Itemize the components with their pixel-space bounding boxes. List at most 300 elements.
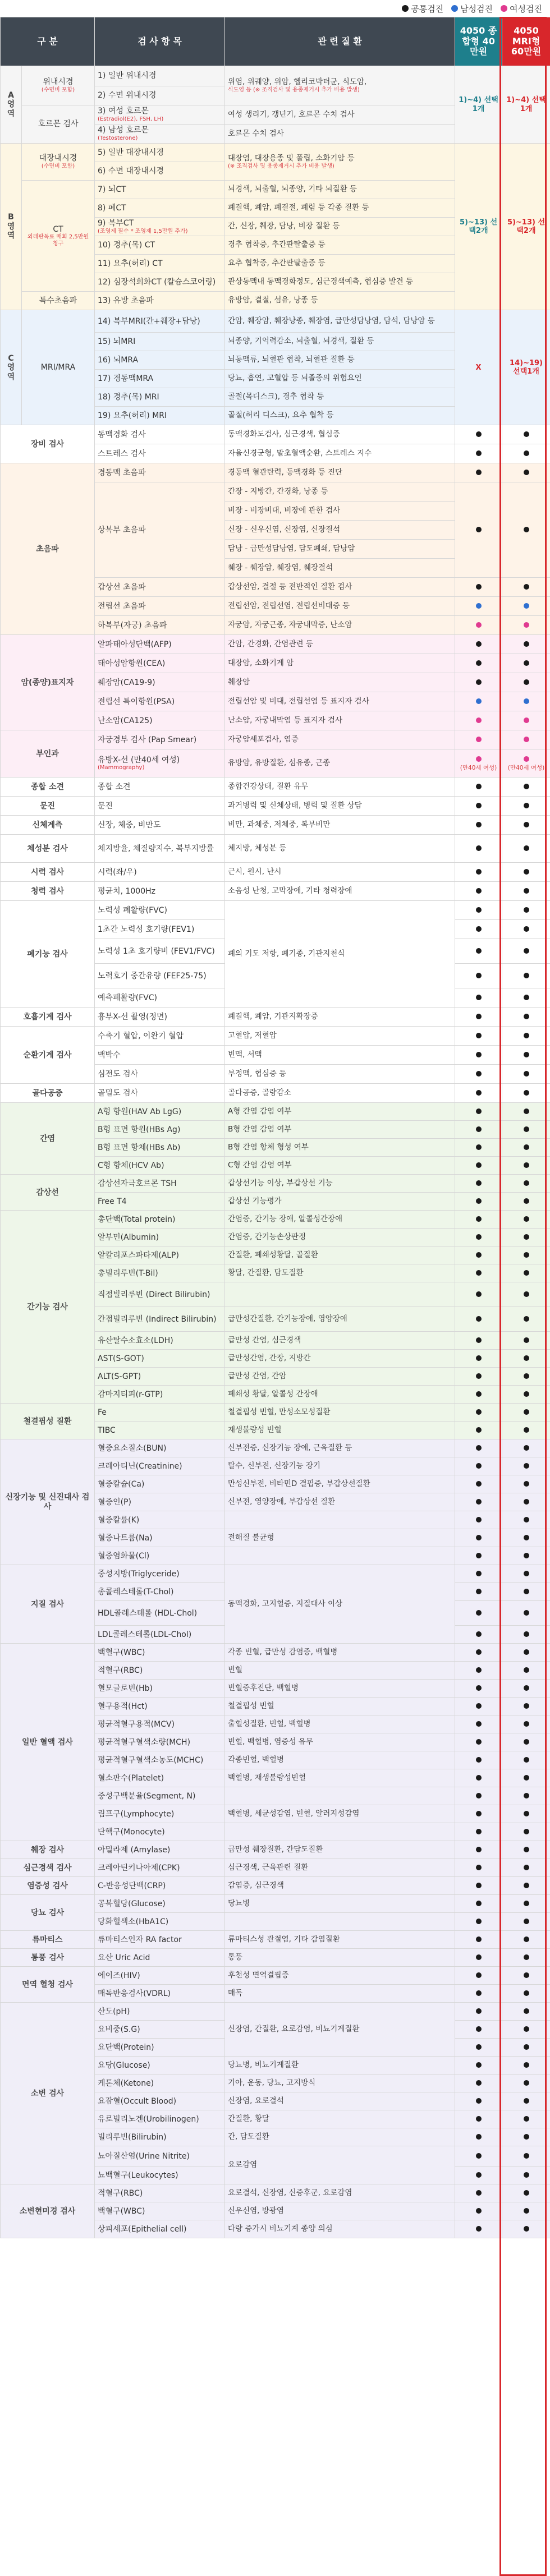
exam-item: [95, 1626, 225, 1644]
related-disease: [225, 125, 455, 144]
common-dot-icon: [524, 1126, 529, 1132]
exam-item: [95, 749, 225, 778]
related-disease-text: 빈혈, 백혈병, 염증성 유무: [228, 1737, 313, 1746]
plan-cell: [502, 1229, 550, 1246]
misc-category: 심근경색 검사: [1, 1859, 95, 1877]
plan-cell: [455, 964, 502, 988]
exam-item-label: 요산 Uric Acid: [98, 1953, 150, 1962]
common-dot-icon: [476, 1919, 482, 1924]
plan-cell: [455, 901, 502, 920]
table-row: [1, 1103, 550, 1121]
exam-item-label: 1) 일반 위내시경: [98, 71, 157, 81]
plan-cell: [455, 1404, 502, 1422]
common-dot-icon: [476, 1234, 482, 1240]
exam-item-label: 간접빌리루빈 (Indirect Bilirubin): [98, 1314, 217, 1324]
exam-item-label: 유산탈수소효소(LDH): [98, 1336, 173, 1345]
table-row: [1, 1404, 550, 1422]
related-disease-text: 당뇨, 흡연, 고혈압 등 뇌졸중의 위험요인: [228, 374, 362, 383]
plan-cell: [455, 835, 502, 863]
plan-cell: [502, 1751, 550, 1769]
related-disease: [225, 1733, 455, 1751]
common-dot-icon: [476, 1270, 482, 1276]
related-disease: [225, 711, 455, 730]
common-dot-icon: [476, 1793, 482, 1798]
female-dot-icon: [476, 622, 482, 628]
table-row: [1, 1027, 550, 1046]
plan-cell: [502, 444, 550, 463]
plan-cell: [455, 2110, 502, 2128]
exam-item-sub: (Estradiol(E2), FSH, LH): [98, 116, 164, 122]
related-disease: [225, 1103, 455, 1121]
related-disease: [225, 502, 455, 521]
related-disease: [225, 1493, 455, 1511]
section-b-pick-1: 5)~13) 선택2개: [455, 144, 502, 310]
plan-cell: [455, 2092, 502, 2110]
related-disease: [225, 1027, 455, 1046]
common-dot-icon: [524, 1865, 529, 1870]
related-disease-text: 당뇨병, 비뇨기계질환: [228, 2060, 299, 2069]
exam-item: [95, 1457, 225, 1475]
related-disease: [225, 273, 455, 292]
common-dot-icon: [476, 2116, 482, 2122]
exam-item: [95, 1350, 225, 1368]
exam-item: [95, 2128, 225, 2146]
female-dot-icon: [476, 717, 482, 723]
common-dot-icon: [524, 1517, 529, 1522]
common-dot-icon: [524, 1901, 529, 1906]
exam-item-label: A형 항원(HAV Ab LgG): [98, 1107, 182, 1116]
related-disease: [225, 444, 455, 463]
plan-cell: [502, 1439, 550, 1457]
related-disease: [225, 578, 455, 597]
common-dot-icon: [524, 1052, 529, 1057]
related-disease: [225, 333, 455, 351]
common-dot-icon: [524, 1721, 529, 1727]
common-dot-icon: [476, 1553, 482, 1558]
plan-cell: [502, 920, 550, 939]
plan-cell: [502, 482, 550, 578]
related-disease-text: 류마티스성 관절염, 기타 감염질환: [228, 1934, 340, 1944]
plan-cell: [502, 1769, 550, 1787]
related-disease: [225, 1211, 455, 1229]
plan-cell: [455, 1698, 502, 1715]
plan-cell: [455, 1751, 502, 1769]
single-category: 통풍 검사: [1, 1949, 95, 1967]
exam-item-label: 갑상선 초음파: [98, 582, 146, 592]
common-dot-icon: [476, 1990, 482, 1996]
related-disease-text: 감염증, 심근경색: [228, 1880, 284, 1890]
exam-item: [95, 654, 225, 673]
plan-cell: [502, 1084, 550, 1103]
plan-cell: [455, 1350, 502, 1368]
common-dot-icon: [524, 1391, 529, 1397]
exam-item-label: 감마지티피(r-GTP): [98, 1390, 163, 1399]
common-dot-icon: [524, 1463, 529, 1469]
related-disease: [225, 2057, 455, 2074]
related-disease-text: 과거병력 및 신체상태, 병력 및 질환 상담: [228, 801, 362, 810]
plan-cell: [502, 692, 550, 711]
exam-item: [95, 370, 225, 388]
header-exam: 검 사 항 목: [95, 17, 225, 66]
related-disease: [225, 778, 455, 797]
exam-item: [95, 1139, 225, 1157]
exam-item-label: ALT(S-GPT): [98, 1372, 141, 1381]
plan-cell: [502, 939, 550, 964]
plan-cell: [502, 1662, 550, 1680]
common-dot-icon: [476, 1071, 482, 1077]
exam-item: [95, 2220, 225, 2238]
common-dot-icon: [476, 1144, 482, 1150]
female-dot-icon: [524, 717, 529, 723]
plan-cell: [502, 1583, 550, 1601]
plan-cell: [455, 1103, 502, 1121]
exam-item: [95, 444, 225, 463]
common-dot-icon: [476, 1162, 482, 1168]
plan-cell: [455, 882, 502, 901]
exam-item: [95, 1475, 225, 1493]
anemia-category: 철결핍성 질환: [1, 1404, 95, 1439]
common-dot-icon: [524, 907, 529, 913]
exam-item-label: 난소암(CA125): [98, 716, 153, 725]
common-dot-icon: [524, 888, 529, 894]
related-disease-text: 탈수, 신부전, 신장기능 장기: [228, 1461, 320, 1470]
single-category: 류마티스: [1, 1931, 95, 1949]
plan-cell: [502, 1404, 550, 1422]
table-row: [1, 1175, 550, 1193]
legend-common-label: 공통검진: [411, 3, 444, 14]
common-dot-icon: [476, 869, 482, 875]
related-disease: [225, 749, 455, 778]
related-disease-text: 빈혈증후진단, 백혈병: [228, 1683, 299, 1692]
exam-item: [95, 1229, 225, 1246]
exam-item: [95, 1282, 225, 1307]
common-dot-icon: [476, 888, 482, 894]
exam-item-label: 아밀라제 (Amylase): [98, 1845, 171, 1855]
common-dot-icon: [476, 1373, 482, 1379]
common-dot-icon: [476, 1445, 482, 1451]
male-dot-icon: [451, 5, 458, 12]
table-row: [1, 863, 550, 882]
plan-cell: [502, 2057, 550, 2074]
exam-item-label: 경동맥 초음파: [98, 468, 146, 477]
exam-item-label: 13) 유방 초음파: [98, 296, 154, 306]
related-disease: [225, 635, 455, 654]
exam-item-label: 백혈구(WBC): [98, 2206, 145, 2216]
table-row: [1, 1644, 550, 1662]
plan-cell: [502, 1967, 550, 1985]
related-disease-text: 골다공증, 골량감소: [228, 1088, 291, 1097]
related-disease: [225, 2184, 455, 2202]
plan-cell: [455, 778, 502, 797]
related-disease-text: 급만성 간염, 심근경색: [228, 1335, 301, 1345]
exam-item: [95, 2092, 225, 2110]
related-disease: [225, 1422, 455, 1439]
plan-cell: [455, 1157, 502, 1175]
common-dot-icon: [524, 2172, 529, 2178]
exam-item: [95, 199, 225, 218]
table-row: [1, 310, 550, 333]
common-dot-icon: [524, 2026, 529, 2032]
plan-cell: [455, 2021, 502, 2039]
related-disease-text: 매독: [228, 1988, 243, 1998]
header-category: 구 분: [1, 17, 95, 66]
exam-item-sub: (조영제 필수 * 조영제 1,5만원 추가): [98, 228, 188, 234]
exam-item-label: 4) 남성 호르몬: [98, 126, 149, 135]
female-dot-icon: [476, 737, 482, 742]
header-plan-2: 4050 MRI형 60만원: [502, 17, 550, 66]
exam-item-label: 15) 뇌MRI: [98, 337, 136, 347]
exam-item: [95, 1511, 225, 1529]
exam-item-label: 노력성 폐활량(FVC): [98, 905, 167, 915]
common-dot-icon: [476, 1216, 482, 1222]
related-disease: [225, 482, 455, 502]
plan-cell: [502, 2074, 550, 2092]
related-disease: [225, 1193, 455, 1211]
exam-item-label: 요비중(S.G): [98, 2025, 140, 2034]
male-dot-icon: [524, 698, 529, 704]
common-dot-icon: [524, 1954, 529, 1960]
exam-item: [95, 597, 225, 616]
common-dot-icon: [524, 1427, 529, 1433]
section-a-label: A 영역: [1, 66, 22, 144]
exam-item: [95, 1422, 225, 1439]
exam-item-label: Fe: [98, 1407, 107, 1417]
exam-item: [95, 1877, 225, 1895]
exam-item-label: 종합 소견: [98, 782, 131, 792]
exam-item: [95, 181, 225, 199]
exam-item: [95, 255, 225, 273]
plan-cell: [502, 1823, 550, 1841]
plan-cell: [455, 1859, 502, 1877]
related-disease: [225, 1931, 455, 1949]
common-dot-icon: [476, 1126, 482, 1132]
common-dot-icon: [524, 2116, 529, 2122]
exam-item-label: 골밀도 검사: [98, 1088, 139, 1098]
exam-item-label: 심전도 검사: [98, 1069, 139, 1079]
related-disease-text: 신부전증, 신장기능 장애, 근육질환 등: [228, 1443, 352, 1452]
related-disease-text: 신우신염, 방광염: [228, 2206, 284, 2215]
exam-item-label: 혈중요소질소(BUN): [98, 1443, 167, 1453]
exam-item: [95, 2057, 225, 2074]
exam-item: [95, 1121, 225, 1139]
exam-item-label: 혈소판수(Platelet): [98, 1773, 164, 1783]
common-dot-icon: [524, 1198, 529, 1204]
common-dot-icon: [476, 1739, 482, 1745]
related-disease-text: 췌장암: [228, 677, 250, 687]
related-disease-text: 급만성간질환, 간기능장애, 영양장애: [228, 1314, 347, 1323]
related-disease: [225, 1769, 455, 1787]
common-dot-icon: [524, 1144, 529, 1150]
table-row: [1, 778, 550, 797]
plan-cell: [455, 863, 502, 882]
table-row: [1, 797, 550, 816]
related-disease-text: 빈혈: [228, 1665, 243, 1675]
common-dot-icon: [524, 1919, 529, 1924]
related-disease: [225, 1084, 455, 1103]
exam-item-label: 상피세포(Epithelial cell): [98, 2224, 187, 2234]
table-body: [1, 66, 550, 2238]
related-disease-text: 골절(허리 디스크), 요추 협착 등: [228, 411, 334, 420]
common-dot-icon: [476, 2208, 482, 2214]
section-b-sub1-name: 대장내시경: [39, 154, 77, 163]
plan-cell: [455, 1985, 502, 2003]
common-dot-icon: [476, 1685, 482, 1691]
section-b-pick-2: 5)~13) 선택2개: [502, 144, 550, 310]
plan-cell: [455, 711, 502, 730]
common-dot-icon: [524, 1108, 529, 1114]
section-b-us: 특수초음파: [22, 292, 95, 310]
related-disease: [225, 255, 455, 273]
exam-item-label: 뇨백혈구(Leukocytes): [98, 2170, 178, 2180]
exam-item-label: 혈중칼륨(K): [98, 1515, 140, 1525]
exam-item: [95, 1493, 225, 1511]
exam-item-label: 케톤체(Ketone): [98, 2078, 154, 2088]
plan-cell: [502, 1895, 550, 1913]
plan-cell: [455, 1457, 502, 1475]
exam-item: [95, 1065, 225, 1084]
related-disease-text: 췌장 - 췌장암, 췌장염, 췌장결석: [228, 563, 333, 572]
common-dot-icon: [524, 2098, 529, 2104]
related-disease: [225, 1121, 455, 1139]
plan-cell: [455, 2220, 502, 2238]
exam-item-label: 혈중인(P): [98, 1497, 131, 1507]
related-disease: [225, 144, 455, 181]
related-disease-text: 신부전, 영양장애, 부갑상선 질환: [228, 1497, 336, 1506]
plan-cell: [502, 1511, 550, 1529]
lipid-category: 지질 검사: [1, 1565, 95, 1644]
common-dot-icon: [524, 2226, 529, 2232]
plan-cell: [455, 939, 502, 964]
plan-cell: [502, 730, 550, 749]
related-disease: [225, 66, 455, 105]
section-b-label: B 영역: [1, 144, 22, 310]
exam-item-label: 크레아티닌(Creatinine): [98, 1461, 182, 1471]
plan-cell: [455, 1877, 502, 1895]
plan-cell: [502, 1386, 550, 1404]
plan-cell: [502, 1008, 550, 1027]
legend-male: [451, 3, 493, 15]
related-disease: [225, 1787, 455, 1805]
exam-item-label: 예측폐활량(FVC): [98, 993, 157, 1002]
related-disease-text: 후천성 면역결핍증: [228, 1970, 289, 1980]
related-disease: [225, 105, 455, 125]
plan-cell: [455, 1733, 502, 1751]
section-c-sub: MRI/MRA: [22, 310, 95, 425]
common-dot-icon: [476, 2044, 482, 2050]
plan-cell: [502, 749, 550, 778]
related-disease: [225, 1967, 455, 1985]
common-dot-icon: [524, 1972, 529, 1978]
common-dot-icon: [476, 2080, 482, 2086]
related-disease-text: 비만, 과체중, 저체중, 복부비만: [228, 820, 331, 829]
common-dot-icon: [476, 907, 482, 913]
common-dot-icon: [524, 1936, 529, 1942]
exam-item: [95, 1027, 225, 1046]
exam-item: [95, 1046, 225, 1065]
table-row: [1, 1949, 550, 1967]
exam-item: [95, 1264, 225, 1282]
plan-cell: [455, 673, 502, 692]
exam-item-label: 췌장암(CA19-9): [98, 678, 155, 687]
related-disease-text: 위염, 위궤양, 위암, 헬리코박터균, 식도암,: [228, 77, 367, 86]
common-dot-icon: [524, 1162, 529, 1168]
general-category: 체성분 검사: [1, 835, 95, 863]
female-dot-icon: [524, 622, 529, 628]
exam-item-label: 알칼리포스파타제(ALP): [98, 1250, 179, 1260]
exam-item-label: Free T4: [98, 1197, 127, 1206]
exam-item-label: 동맥경화 검사: [98, 430, 146, 439]
related-disease: [225, 1841, 455, 1859]
section-a-sub1-note: (수면비 포함): [41, 86, 75, 93]
related-disease: [225, 370, 455, 388]
diabetes-category: 당뇨 검사: [1, 1895, 95, 1931]
plan-cell: [455, 1805, 502, 1823]
common-dot-icon: [476, 1316, 482, 1322]
related-disease-text: 뇌경색, 뇌출혈, 뇌종양, 기타 뇌질환 등: [228, 185, 357, 194]
common-dot-icon: [476, 1499, 482, 1505]
plan-cell: [455, 1913, 502, 1931]
plan-cell: [502, 1841, 550, 1859]
related-disease-text: 각종빈혈, 백혈병: [228, 1755, 284, 1764]
exam-item-label: 노력호기 중간유량 (FEF25-75): [98, 971, 207, 981]
exam-item: [95, 1662, 225, 1680]
exam-item-label: 평균치, 1000Hz: [98, 886, 155, 896]
related-disease-text: B형 간염 감염 여부: [228, 1124, 292, 1134]
common-dot-icon: [476, 1954, 482, 1960]
exam-item-label: 혈중염화물(Cl): [98, 1551, 150, 1561]
exam-item: [95, 273, 225, 292]
plan-cell: [502, 1733, 550, 1751]
exam-item-label: 총빌리루빈(T-Bil): [98, 1268, 158, 1278]
plan-cell: [502, 1350, 550, 1368]
related-disease: [225, 901, 455, 1008]
common-dot-icon: [476, 2153, 482, 2159]
tumor-category: 암(종양)표지자: [1, 635, 95, 730]
exam-item-label: 16) 뇌MRA: [98, 356, 139, 365]
section-c-pick-2: 14)~19) 선택1개: [502, 310, 550, 425]
plan-cell: [502, 1805, 550, 1823]
related-disease: [225, 2220, 455, 2238]
plan-cell: [455, 1680, 502, 1698]
exam-item: [95, 1805, 225, 1823]
table-row: [1, 1841, 550, 1859]
related-disease: [225, 1350, 455, 1368]
exam-item-label: 평균적혈구혈색소농도(MCHC): [98, 1755, 204, 1765]
common-dot-icon: [476, 1649, 482, 1655]
related-disease: [225, 616, 455, 635]
related-disease-text: 간, 담도질환: [228, 2132, 269, 2141]
common-dot-icon: [524, 1234, 529, 1240]
plan-cell: [455, 692, 502, 711]
common-dot-icon: [524, 995, 529, 1000]
plan-cell: [502, 1859, 550, 1877]
lung-category: 폐기능 검사: [1, 901, 95, 1008]
plan-cell: [502, 2092, 550, 2110]
common-dot-icon: [476, 995, 482, 1000]
related-disease: [225, 1823, 455, 1841]
exam-item-label: 자궁경부 검사 (Pap Smear): [98, 735, 197, 744]
plan-cell: [455, 2166, 502, 2184]
plan-cell: [502, 1601, 550, 1626]
exam-item-label: 문진: [98, 801, 113, 811]
related-disease: [225, 2003, 455, 2057]
exam-item: [95, 333, 225, 351]
common-dot-icon: [476, 1198, 482, 1204]
table-row: [1, 635, 550, 654]
exam-item-label: 1초간 노력성 호기량(FEV1): [98, 924, 195, 934]
general-category: 종합 소견: [1, 778, 95, 797]
related-disease-text: 자궁암세포검사, 염증: [228, 734, 299, 744]
